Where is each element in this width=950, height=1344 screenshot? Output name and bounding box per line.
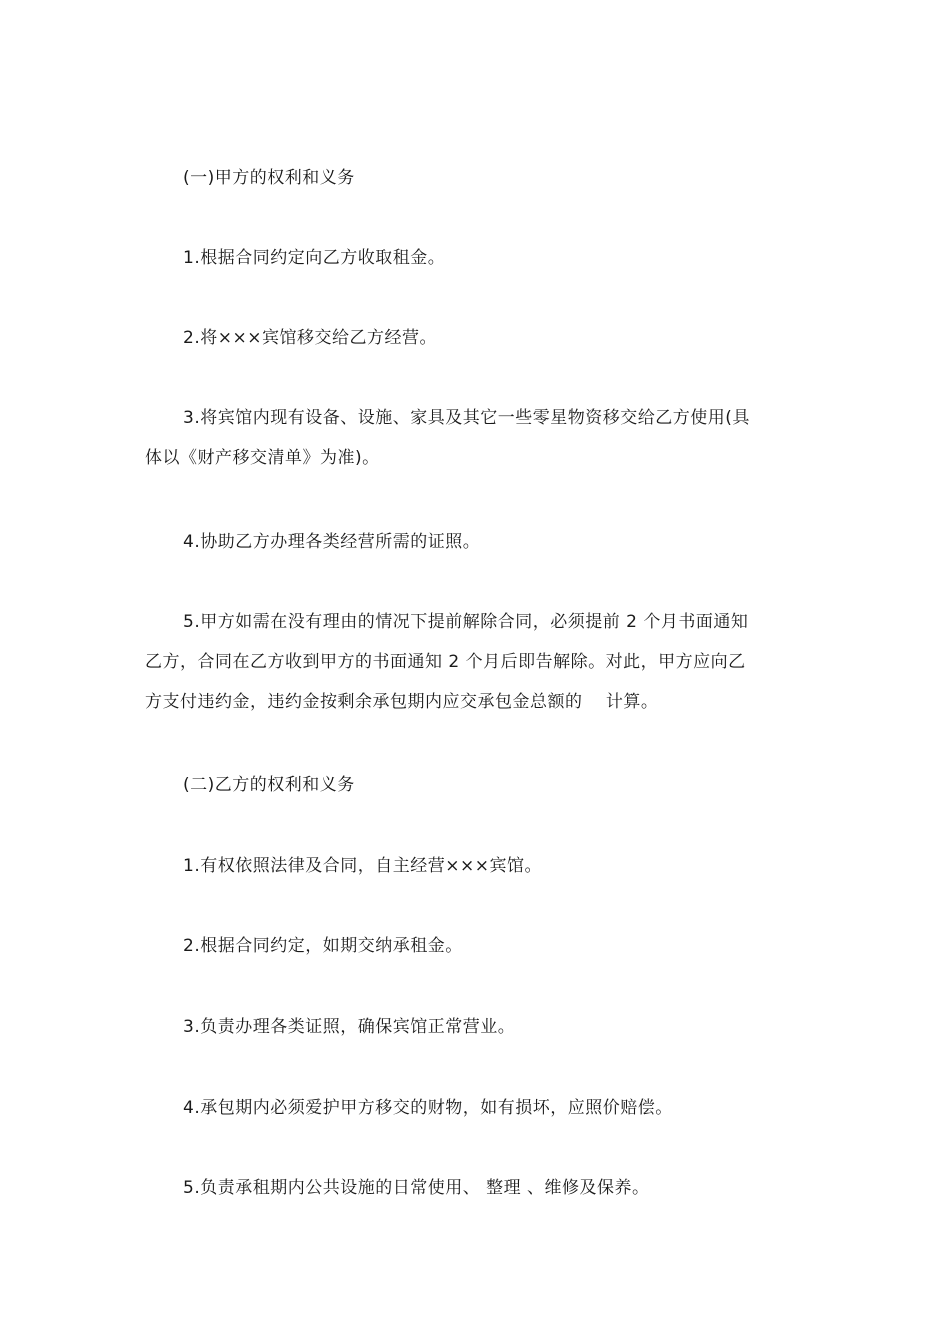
paragraph-line: 3.负责办理各类证照，确保宾馆正常营业。 bbox=[183, 1017, 516, 1037]
clause-a-2 bbox=[145, 318, 805, 358]
paragraph-line: (一)甲方的权利和义务 bbox=[183, 168, 355, 188]
paragraph-line: 5.负责承租期内公共设施的日常使用、 整理 、维修及保养。 bbox=[183, 1178, 650, 1198]
clause-a-5 bbox=[145, 602, 805, 722]
clause-b-1 bbox=[145, 846, 805, 886]
paragraph-line: 1.有权依照法律及合同，自主经营×××宾馆。 bbox=[183, 856, 542, 876]
clause-b-5 bbox=[145, 1168, 805, 1208]
clause-b-4 bbox=[145, 1088, 805, 1128]
paragraph-line: 2.根据合同约定，如期交纳承租金。 bbox=[183, 936, 463, 956]
paragraph-line: 1.根据合同约定向乙方收取租金。 bbox=[183, 248, 446, 268]
clause-a-1 bbox=[145, 238, 805, 278]
clause-a-3 bbox=[145, 398, 805, 478]
paragraph-line: 2.将×××宾馆移交给乙方经营。 bbox=[183, 328, 437, 348]
clause-b-3 bbox=[145, 1007, 805, 1047]
paragraph-line: 方支付违约金，违约金按剩余承包期内应交承包金总额的 计算。 bbox=[145, 692, 659, 712]
paragraph-line: 体以《财产移交清单》为准)。 bbox=[145, 448, 380, 468]
paragraph-line: (二)乙方的权利和义务 bbox=[183, 775, 355, 795]
paragraph-line: 4.协助乙方办理各类经营所需的证照。 bbox=[183, 532, 481, 552]
section-heading-party-b bbox=[145, 765, 805, 805]
paragraph-line: 4.承包期内必须爱护甲方移交的财物，如有损坏，应照价赔偿。 bbox=[183, 1098, 673, 1118]
clause-a-4 bbox=[145, 522, 805, 562]
section-heading-party-a bbox=[145, 158, 805, 198]
paragraph-line: 5.甲方如需在没有理由的情况下提前解除合同，必须提前 2 个月书面通知 bbox=[183, 612, 749, 632]
clause-b-2 bbox=[145, 926, 805, 966]
paragraph-line: 3.将宾馆内现有设备、设施、家具及其它一些零星物资移交给乙方使用(具 bbox=[183, 408, 750, 428]
paragraph-line: 乙方，合同在乙方收到甲方的书面通知 2 个月后即告解除。对此，甲方应向乙 bbox=[145, 652, 746, 672]
